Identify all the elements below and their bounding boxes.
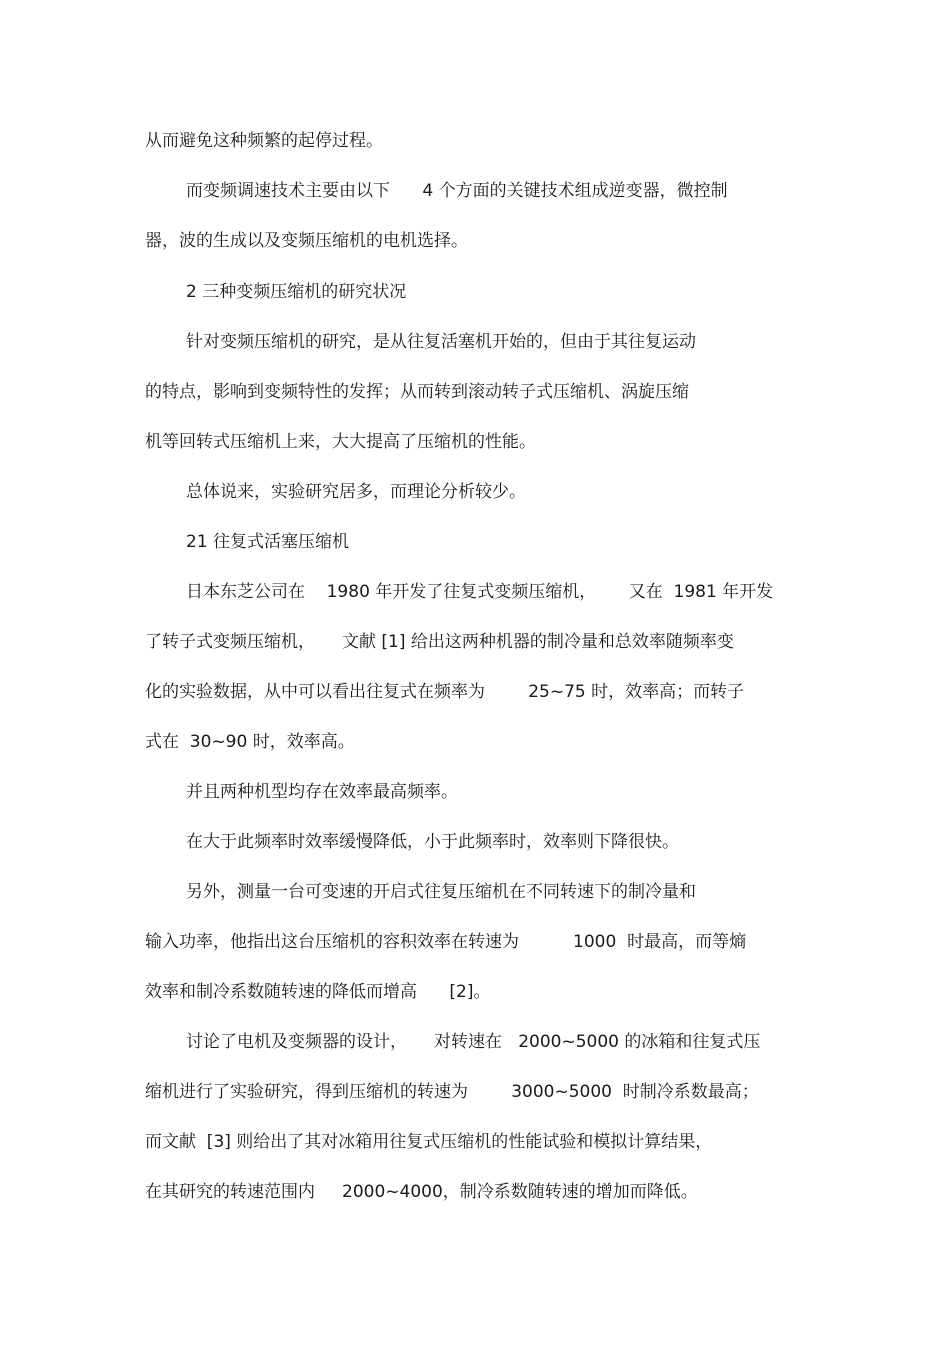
text-line-2: 而变频调速技术主要由以下 4 个方面的关键技术组成逆变器，微控制: [186, 181, 728, 201]
text-line-11: 了转子式变频压缩机， 文献 [1] 给出这两种机器的制冷量和总效率随频率变: [145, 632, 734, 652]
text-line-10: 日本东芝公司在 1980 年开发了往复式变频压缩机， 又在 1981 年开发: [186, 582, 774, 602]
text-line-16: 另外，测量一台可变速的开启式往复压缩机在不同转速下的制冷量和: [186, 882, 696, 902]
section-heading-2: 2 三种变频压缩机的研究状况: [186, 282, 407, 302]
section-heading-21: 21 往复式活塞压缩机: [186, 532, 350, 552]
text-line-6: 的特点，影响到变频特性的发挥；从而转到滚动转子式压缩机、涡旋压缩: [145, 382, 689, 402]
text-line-20: 缩机进行了实验研究，得到压缩机的转速为 3000~5000 时制冷系数最高；: [145, 1082, 759, 1102]
text-line-22: 在其研究的转速范围内 2000~4000，制冷系数随转速的增加而降低。: [145, 1182, 698, 1202]
text-line-13: 式在 30~90 时，效率高。: [145, 732, 355, 752]
text-line-14: 并且两种机型均存在效率最高频率。: [186, 782, 458, 802]
text-line-12: 化的实验数据，从中可以看出往复式在频率为 25~75 时，效率高；而转子: [145, 682, 745, 702]
text-line-19: 讨论了电机及变频器的设计， 对转速在 2000~5000 的冰箱和往复式压: [186, 1032, 761, 1052]
text-line-3: 器，波的生成以及变频压缩机的电机选择。: [145, 231, 468, 251]
text-line-18: 效率和制冷系数随转速的降低而增高 [2]。: [145, 982, 491, 1002]
text-line-7: 机等回转式压缩机上来，大大提高了压缩机的性能。: [145, 432, 536, 452]
text-line-5: 针对变频压缩机的研究，是从往复活塞机开始的，但由于其往复运动: [186, 332, 696, 352]
text-line-1: 从而避免这种频繁的起停过程。: [145, 131, 383, 151]
text-line-8: 总体说来，实验研究居多，而理论分析较少。: [186, 482, 526, 502]
text-line-17: 输入功率，他指出这台压缩机的容积效率在转速为 1000 时最高，而等熵: [145, 932, 747, 952]
text-line-15: 在大于此频率时效率缓慢降低，小于此频率时，效率则下降很快。: [186, 832, 679, 852]
text-line-21: 而文献 [3] 则给出了其对冰箱用往复式压缩机的性能试验和模拟计算结果，: [145, 1132, 713, 1152]
